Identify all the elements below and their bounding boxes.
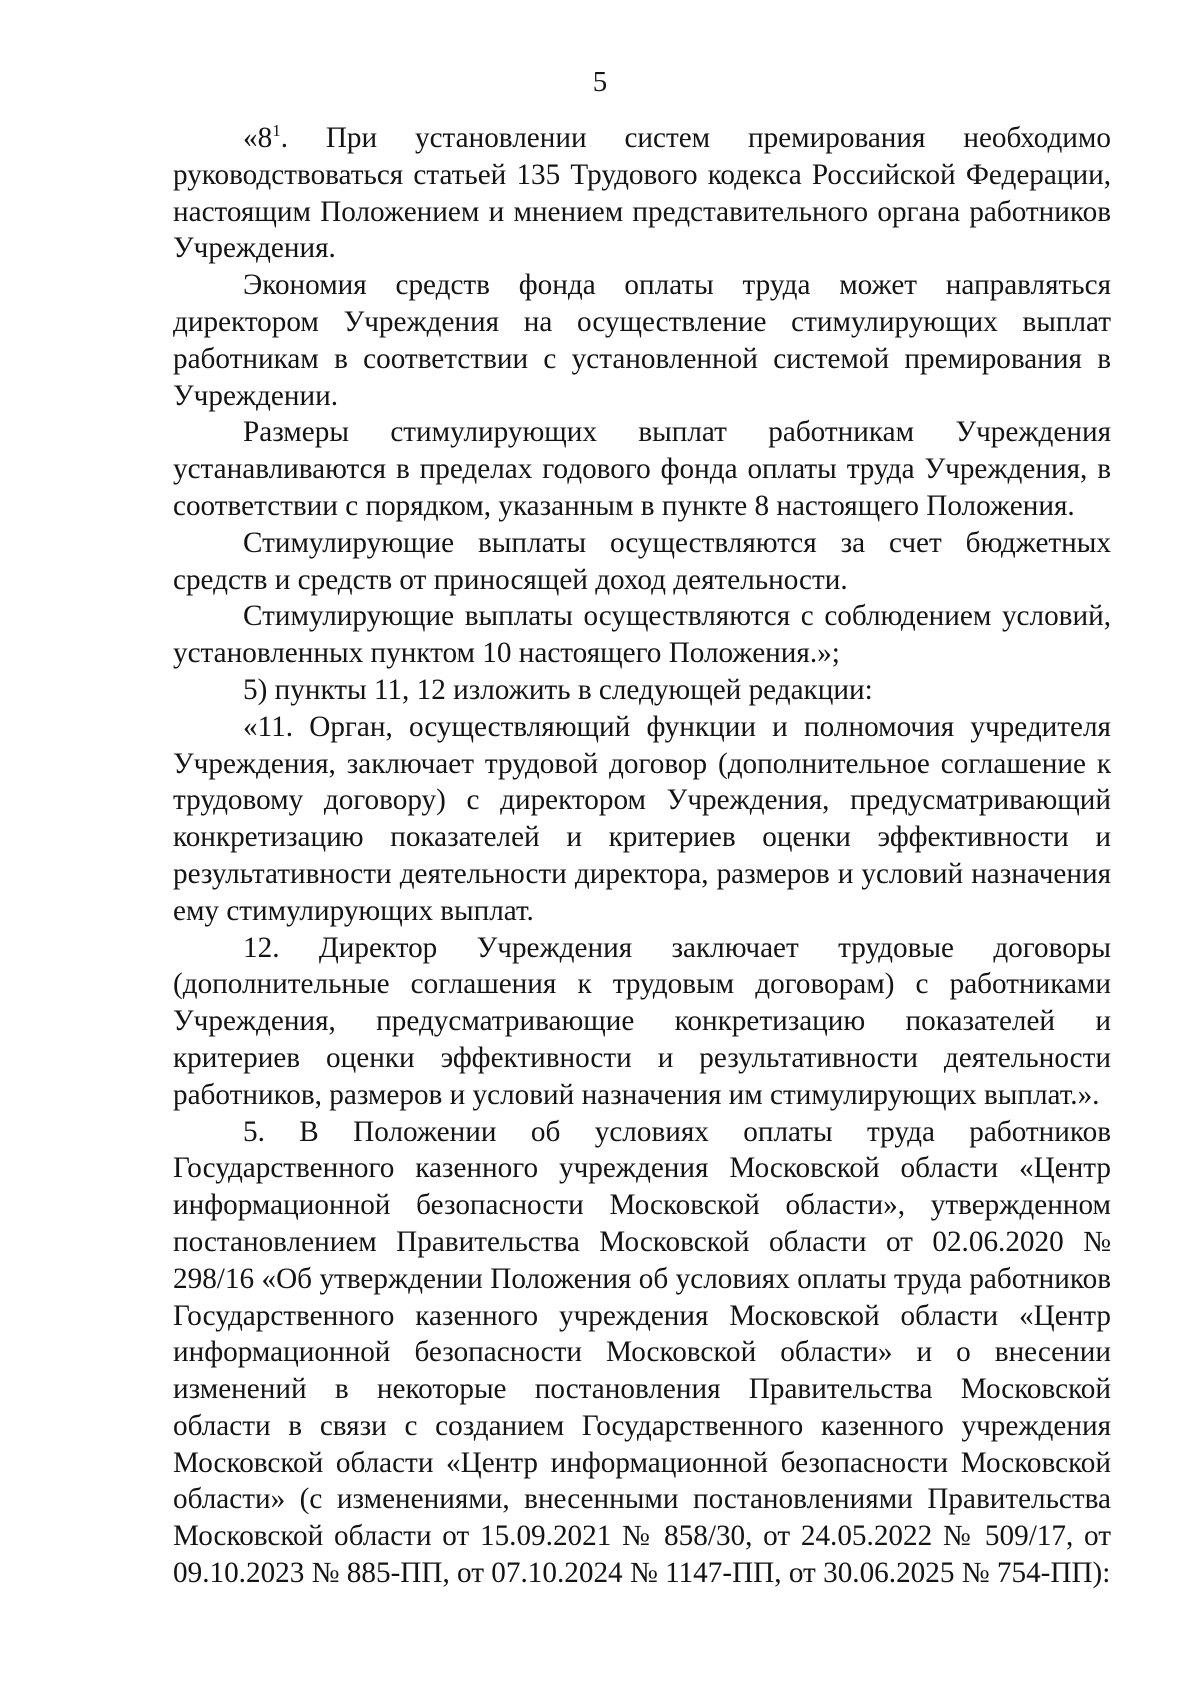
- paragraph-12: 12. Директор Учреждения заключает трудовые договоры (дополнительные соглашения к трудовым договорам) с работниками Учреждения, предусматривающие конкретизацию показателей и критериев оценки эффективности и результативности деятельности работников, размеров и условий назначения им стимулирующих выплат.».: [173, 931, 1111, 1111]
- paragraph-payment-sources: Стимулирующие выплаты осуществляются за счет бюджетных средств и средств от приносящей доход деятельности.: [173, 526, 1111, 596]
- paragraph-5-regulation: 5. В Положении об условиях оплаты труда работников Государственного казенного учреждения Московской области «Центр информационной безопасности Московской области», утвержденном постановлением Правительства Московской области от 02.06.2020 № 298/16 «Об утверждении Положения об условиях оплаты труда работников Государственного казенного учреждения Московской области «Центр информационной безопасности Московской области» и о внесении изменений в некоторые постановления Правительства Московской области в связи с созданием Государственного казенного учреждения Московской области «Центр информационной безопасности Московской области» (с изменениями, внесенными постановлениями Правительства Московской области от 15.09.2021 № 858/30, от 24.05.2022 № 509/17, от 09.10.2023 № 885-ПП, от 07.10.2024 № 1147-ПП, от 30.06.2025 № 754-ПП):: [173, 1115, 1111, 1590]
- paragraph-11: «11. Орган, осуществляющий функции и полномочия учредителя Учреждения, заключает трудовой договор (дополнительное соглашение к трудовому договору) с директором Учреждения, предусматривающий конкретизацию показателей и критериев оценки эффективности и результативности деятельности директора, размеров и условий назначения ему стимулирующих выплат.: [173, 710, 1111, 927]
- paragraph-8-1-text: . При установлении систем премирования необходимо руководствоваться статьей 135 Трудового кодекса Российской Федерации, настоящим Положением и мнением представительного органа работников Учреждения.: [173, 122, 1111, 265]
- paragraph-payment-conditions: Стимулирующие выплаты осуществляются с соблюдением условий, установленных пунктом 10 настоящего Положения.»;: [173, 600, 1111, 670]
- paragraph-fund-economy: Экономия средств фонда оплаты труда может направляться директором Учреждения на осуществление стимулирующих выплат работникам в соответствии с установленной системой премирования в Учреждении.: [173, 269, 1111, 412]
- paragraph-item-5: 5) пункты 11, 12 изложить в следующей редакции:: [243, 673, 873, 706]
- paragraph-payment-sizes: Размеры стимулирующих выплат работникам Учреждения устанавливаются в пределах годового фонда оплаты труда Учреждения, в соответствии с порядком, указанным в пункте 8 настоящего Положения.: [173, 416, 1111, 522]
- paragraph-8-1-lead: «8: [243, 122, 273, 154]
- document-body: [173, 120, 1111, 1592]
- paragraph-8-1-superscript: 1: [272, 121, 281, 140]
- paragraph-8-1: [173, 120, 1111, 267]
- page-number: 5: [592, 66, 608, 98]
